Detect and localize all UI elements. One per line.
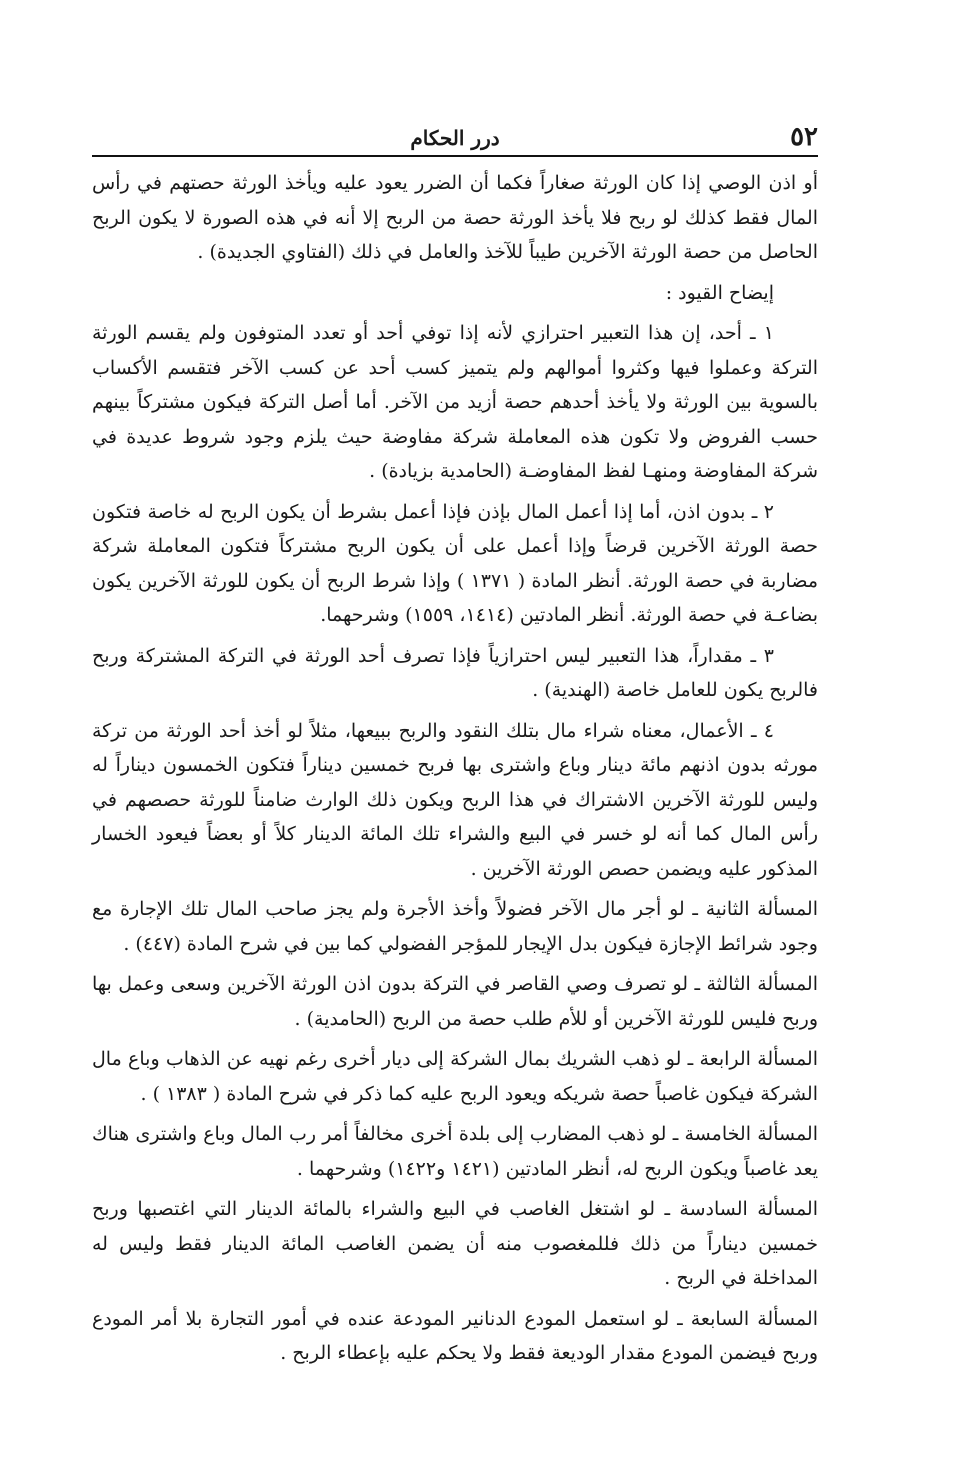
paragraph: المسألة الرابعة ـ لو ذهب الشريك بمال الشركة إلى ديار أخرى رغم نهيه عن الذهاب وباع مال الشركة فيكون غاصباً حصة شريكه ويعود الربح عليه كما ذكر في شرح المادة ( ١٣٨٣ ) . bbox=[92, 1048, 818, 1105]
paragraph: المسألة السابعة ـ لو استعمل المودع الدنانير المودعة عنده في أمور التجارة بلا أمر المودع وربح فيضمن المودع مقدار الوديعة فقط ولا يحكم عليه بإعطاء الربح . bbox=[92, 1307, 818, 1364]
paragraph: المسألة السادسة ـ لو اشتغل الغاصب في البيع والشراء بالمائة الدينار التي اغتصبها وربح خمسين ديناراً من ذلك فللمغصوب منه أن يضمن الغاصب المائة الدينار فقط وليس له المداخلة في الربح . bbox=[92, 1198, 818, 1289]
paragraph: أو اذن الوصي إذا كان الورثة صغاراً فكما أن الضرر يعود عليه ويأخذ الورثة حصتهم في رأس المال فقط كذلك لو ربح فلا يأخذ الورثة حصة من الربح إلا أنه في هذه الصورة لا يكون الربح الحاصل من حصة الورثة الآخرين طيباً للآخذ والعامل في ذلك (الفتاوي الجديدة) . bbox=[92, 172, 818, 263]
paragraph: المسألة الثالثة ـ لو تصرف وصي القاصر في التركة بدون اذن الورثة الآخرين وسعى وعمل بها وربح فليس للورثة الآخرين أو للأم طلب حصة من الربح (الحامدية) . bbox=[92, 973, 818, 1030]
paragraph: ٤ ـ الأعمال، معناه شراء مال بتلك النقود والربح ببيعها، مثلاً لو أخذ أحد الورثة من تركة مورثه بدون اذنهم مائة دينار وباع واشترى بها فربح خمسين ديناراً فتكون الخمسون ديناراً له وليس للورثة الآخرين الاشتراك في هذا الربح ويكون ذلك الوارث ضامناً للورثة حصصهم في رأس المال كما أنه لو خسر في البيع والشراء تلك المائة الدينار كلاً أو بعضاً فيعود الخسار المذكور عليه ويضمن حصص الورثة الآخرين . bbox=[92, 719, 818, 880]
page-header bbox=[92, 118, 818, 158]
paragraph: المسألة الثانية ـ لو أجر مال الآخر فضولاً وأخذ الأجرة ولم يجز صاحب المال تلك الإجارة مع وجود شرائط الإجازة فيكون بدل الإيجار للمؤجر الفضولي كما بين في شرح المادة (٤٤٧) . bbox=[92, 898, 818, 955]
page-number: ٥٢ bbox=[790, 122, 818, 152]
paragraph: ١ ـ أحد، إن هذا التعبير احترازي لأنه إذا توفي أحد أو تعدد المتوفون ولم يقسم الورثة التركة وعملوا فيها وكثروا أموالهم ولم يتميز كسب أحد عن كسب الآخر فتقسم الأكساب بالسوية بين الورثة ولا يأخذ أحدهم حصة أزيد من الآخر. أما أصل التركة فيكون مشتركاً بينهم حسب الفروض ولا تكون هذه المعاملة شركة مفاوضة حيث يلزم وجود شروط عديدة في شركة المفاوضة ومنهـا لفظ المفاوضـة (الحامدية بزيادة) . bbox=[92, 322, 818, 482]
section-heading: إيضاح القيود : bbox=[665, 281, 774, 304]
paragraph: ٢ ـ بدون اذن، أما إذا أعمل المال بإذن فإذا أعمل بشرط أن يكون الربح له خاصة فتكون حصة الورثة الآخرين قرضاً وإذا أعمل على أن يكون الربح مشتركاً فتكون المعاملة شركة مضاربة في حصة الورثة. أنظر المادة ( ١٣٧١ ) وإذا شرط الربح أن يكون للورثة الآخرين يكون بضاعـة في حصة الورثة. أنظر المادتين (١٤١٤، ١٥٥٩) وشرحهما. bbox=[92, 500, 818, 626]
paragraph: ٣ ـ مقداراً، هذا التعبير ليس احترازياً فإذا تصرف أحد الورثة في التركة المشتركة وربح فالربح يكون للعامل خاصة (الهندية) . bbox=[92, 644, 818, 701]
body-text bbox=[92, 166, 818, 1377]
header-rule bbox=[92, 155, 818, 157]
paragraph: المسألة الخامسة ـ لو ذهب المضارب إلى بلدة أخرى مخالفاً أمر رب المال وباع واشترى هناك يعد غاصباً ويكون الربح له، أنظر المادتين (١٤٢١ و١٤٢٢) وشرحهما . bbox=[92, 1123, 818, 1180]
running-title: درر الحكام bbox=[410, 126, 500, 150]
